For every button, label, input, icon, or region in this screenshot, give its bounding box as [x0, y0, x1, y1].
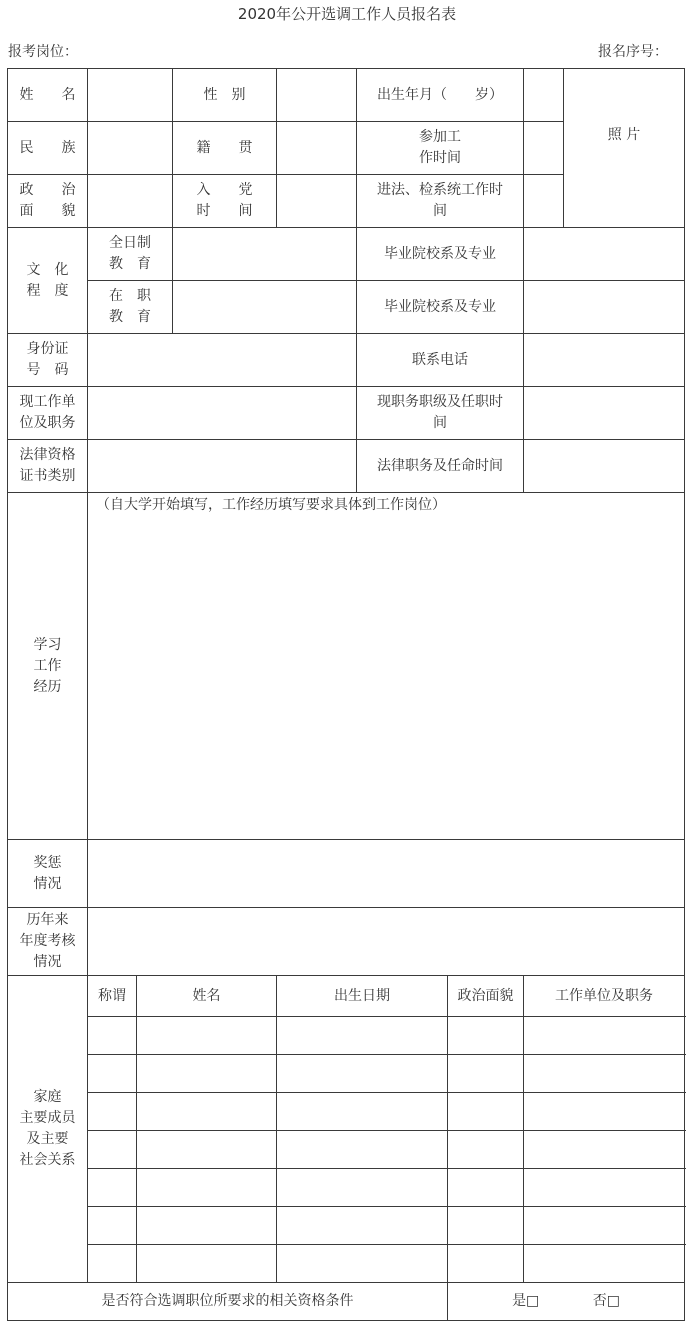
form-title: 2020年公开选调工作人员报名表 — [237, 5, 457, 23]
judicial-time-label: 进法、检系统工作时 间 — [357, 175, 524, 228]
phone-label: 联系电话 — [357, 334, 524, 387]
family-relation-cell[interactable] — [88, 1017, 137, 1055]
gender-field[interactable] — [277, 69, 357, 122]
rewards-label: 奖惩 情况 — [8, 840, 88, 908]
current-rank-field[interactable] — [524, 387, 685, 440]
family-political-cell[interactable] — [448, 1207, 524, 1245]
gender-label: 性 别 — [173, 69, 277, 122]
family-row — [8, 1017, 685, 1055]
work-start-label: 参加工 作时间 — [357, 122, 524, 175]
family-header-relation: 称谓 — [88, 976, 137, 1017]
family-name-cell[interactable] — [137, 1131, 277, 1169]
family-name-cell[interactable] — [137, 1207, 277, 1245]
family-label: 家庭 主要成员 及主要 社会关系 — [8, 976, 88, 1283]
family-row — [8, 1131, 685, 1169]
family-workplace-cell[interactable] — [524, 1131, 685, 1169]
photo-label: 照 片 — [607, 127, 641, 143]
registration-form-table — [7, 68, 685, 1321]
birth-label: 出生年月（ 岁） — [357, 69, 524, 122]
no-checkbox[interactable]: 否□ — [592, 1293, 620, 1309]
name-field[interactable] — [88, 69, 173, 122]
inservice-education-field[interactable] — [173, 281, 357, 334]
family-relation-cell[interactable] — [88, 1093, 137, 1131]
family-row — [8, 1055, 685, 1093]
resume-label: 学习 工作 经历 — [8, 493, 88, 840]
family-political-cell[interactable] — [448, 1093, 524, 1131]
serial-number-label: 报名序号： — [598, 44, 668, 60]
rewards-field[interactable] — [88, 840, 685, 908]
education-label: 文 化 程 度 — [8, 228, 88, 334]
family-name-cell[interactable] — [137, 1055, 277, 1093]
legal-position-field[interactable] — [524, 440, 685, 493]
grad-major-label-1: 毕业院校系及专业 — [357, 228, 524, 281]
family-political-cell[interactable] — [448, 1131, 524, 1169]
resume-note: （自大学开始填写，工作经历填写要求具体到工作岗位） — [96, 497, 446, 513]
judicial-time-field[interactable] — [524, 175, 564, 228]
yes-checkbox[interactable]: 是□ — [512, 1293, 540, 1309]
current-rank-label: 现职务职级及任职时 间 — [357, 387, 524, 440]
family-header-political: 政治面貌 — [448, 976, 524, 1017]
family-header-name: 姓名 — [137, 976, 277, 1017]
family-birth-cell[interactable] — [277, 1169, 448, 1207]
family-birth-cell[interactable] — [277, 1093, 448, 1131]
family-workplace-cell[interactable] — [524, 1207, 685, 1245]
family-birth-cell[interactable] — [277, 1207, 448, 1245]
family-workplace-cell[interactable] — [524, 1017, 685, 1055]
family-relation-cell[interactable] — [88, 1245, 137, 1283]
grad-major-label-2: 毕业院校系及专业 — [357, 281, 524, 334]
family-row — [8, 1093, 685, 1131]
family-header-workplace: 工作单位及职务 — [524, 976, 685, 1017]
legal-cert-field[interactable] — [88, 440, 357, 493]
legal-cert-label: 法律资格 证书类别 — [8, 440, 88, 493]
grad-major-field-2[interactable] — [524, 281, 685, 334]
family-row — [8, 1169, 685, 1207]
family-relation-cell[interactable] — [88, 1055, 137, 1093]
party-join-label: 入 党 时 间 — [173, 175, 277, 228]
inservice-education-label: 在 职 教 育 — [88, 281, 173, 334]
ethnicity-label: 民 族 — [8, 122, 88, 175]
position-label: 报考岗位： — [8, 44, 78, 60]
work-start-field[interactable] — [524, 122, 564, 175]
assessment-label: 历年来 年度考核 情况 — [8, 908, 88, 976]
family-birth-cell[interactable] — [277, 1017, 448, 1055]
family-political-cell[interactable] — [448, 1017, 524, 1055]
id-number-label: 身份证 号 码 — [8, 334, 88, 387]
current-work-field[interactable] — [88, 387, 357, 440]
native-place-label: 籍 贯 — [173, 122, 277, 175]
qualification-choice — [448, 1283, 685, 1321]
family-name-cell[interactable] — [137, 1093, 277, 1131]
family-header-birth: 出生日期 — [277, 976, 448, 1017]
family-political-cell[interactable] — [448, 1055, 524, 1093]
grad-major-field-1[interactable] — [524, 228, 685, 281]
family-row — [8, 1207, 685, 1245]
family-relation-cell[interactable] — [88, 1207, 137, 1245]
family-birth-cell[interactable] — [277, 1055, 448, 1093]
photo-box[interactable] — [564, 69, 685, 228]
resume-field[interactable] — [88, 493, 685, 840]
family-name-cell[interactable] — [137, 1169, 277, 1207]
political-status-label: 政 治 面 貌 — [8, 175, 88, 228]
family-workplace-cell[interactable] — [524, 1169, 685, 1207]
phone-field[interactable] — [524, 334, 685, 387]
fulltime-education-label: 全日制 教 育 — [88, 228, 173, 281]
fulltime-education-field[interactable] — [173, 228, 357, 281]
legal-position-label: 法律职务及任命时间 — [357, 440, 524, 493]
family-name-cell[interactable] — [137, 1017, 277, 1055]
ethnicity-field[interactable] — [88, 122, 173, 175]
family-political-cell[interactable] — [448, 1245, 524, 1283]
family-birth-cell[interactable] — [277, 1131, 448, 1169]
birth-field[interactable] — [524, 69, 564, 122]
family-relation-cell[interactable] — [88, 1169, 137, 1207]
qualification-question: 是否符合选调职位所要求的相关资格条件 — [8, 1283, 448, 1321]
party-join-field[interactable] — [277, 175, 357, 228]
family-workplace-cell[interactable] — [524, 1245, 685, 1283]
family-political-cell[interactable] — [448, 1169, 524, 1207]
assessment-field[interactable] — [88, 908, 685, 976]
current-work-label: 现工作单 位及职务 — [8, 387, 88, 440]
family-birth-cell[interactable] — [277, 1245, 448, 1283]
native-place-field[interactable] — [277, 122, 357, 175]
family-workplace-cell[interactable] — [524, 1093, 685, 1131]
family-row — [8, 1245, 685, 1283]
family-workplace-cell[interactable] — [524, 1055, 685, 1093]
id-number-field[interactable] — [88, 334, 357, 387]
family-name-cell[interactable] — [137, 1245, 277, 1283]
political-status-field[interactable] — [88, 175, 173, 228]
name-label: 姓 名 — [8, 69, 88, 122]
family-relation-cell[interactable] — [88, 1131, 137, 1169]
